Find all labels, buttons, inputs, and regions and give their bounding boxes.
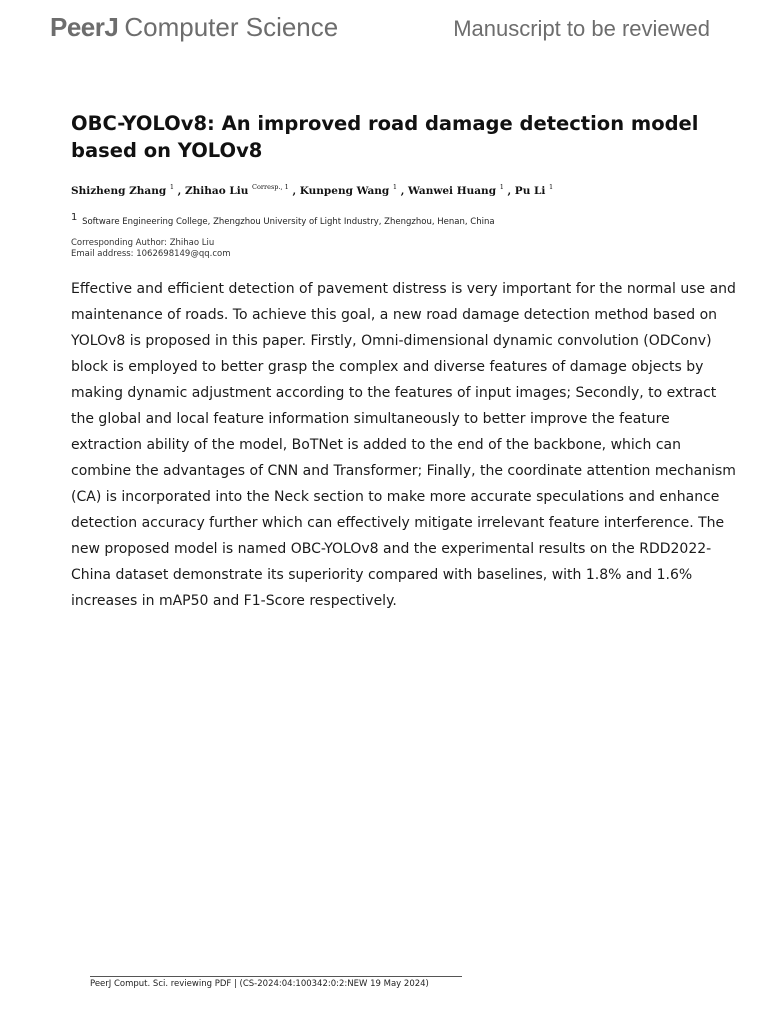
abstract: Effective and efficient detection of pavement distress is very important for the normal use and maintenance of roads. To achieve this goal, a new road damage detection method based on YOLOv8 is proposed in this paper. Firstly, Omni-dimensional dynamic convolution (ODConv) block is employed to better grasp the complex and diverse features of damage objects by making dynamic adjustment according to the features of input images; Secondly, to extract the global and local feature information simultaneously to better improve the feature extraction ability of the model, BoTNet is added to the end of the backbone, which can combine the advantages of CNN and Transformer; Finally, the coordinate attention mechanism (CA) is incorporated into the Neck section to make more accurate speculations and enhance detection accuracy further which can effectively mitigate irrelevant feature interference. The new proposed model is named OBC-YOLOv8 and the experimental results on the RDD2022-China dataset demonstrate its superiority compared with baselines, with 1.8% and 1.6% increases in mAP50 and F1-Score respectively. xyxy=(71,281,736,609)
author-name: Kunpeng Wang xyxy=(299,185,390,197)
journal-brand xyxy=(50,12,338,43)
author-affiliation-marker: Corresp., 1 xyxy=(252,183,289,191)
peerj-logo: PeerJ xyxy=(50,12,119,42)
author-separator: , xyxy=(288,185,300,197)
author-affiliation-marker: 1 xyxy=(549,183,554,191)
author-list xyxy=(71,180,736,198)
author-affiliation-marker: 1 xyxy=(392,183,398,191)
author-affiliation-marker: 1 xyxy=(169,183,174,191)
affiliation-text: Software Engineering College, Zhengzhou University of Light Industry, Zhengzhou, Henan, China xyxy=(82,217,495,227)
paper-title: OBC-YOLOv8: An improved road damage detection model based on YOLOv8 xyxy=(71,112,699,162)
page-header xyxy=(50,12,720,46)
affiliation xyxy=(71,212,736,228)
contact-info xyxy=(71,238,736,260)
affiliation-marker: 1 xyxy=(71,212,78,223)
review-status: Manuscript to be reviewed xyxy=(453,16,710,41)
author-name: Shizheng Zhang xyxy=(71,185,167,197)
author-name: Wanwei Huang xyxy=(408,185,497,197)
author-name: Zhihao Liu xyxy=(184,185,249,197)
email-address: Email address: 1062698149@qq.com xyxy=(71,249,231,259)
author-name: Pu Li xyxy=(514,185,546,197)
author-affiliation-marker: 1 xyxy=(499,183,504,191)
corresponding-author: Corresponding Author: Zhihao Liu xyxy=(71,238,215,248)
page-footer: PeerJ Comput. Sci. reviewing PDF | (CS-2024:04:100342:0:2:NEW 19 May 2024) xyxy=(90,976,462,990)
author-separator: , xyxy=(174,185,185,197)
author-separator: , xyxy=(397,185,409,197)
journal-name: Computer Science xyxy=(124,12,339,42)
author-separator: , xyxy=(503,185,515,197)
article xyxy=(71,110,736,628)
